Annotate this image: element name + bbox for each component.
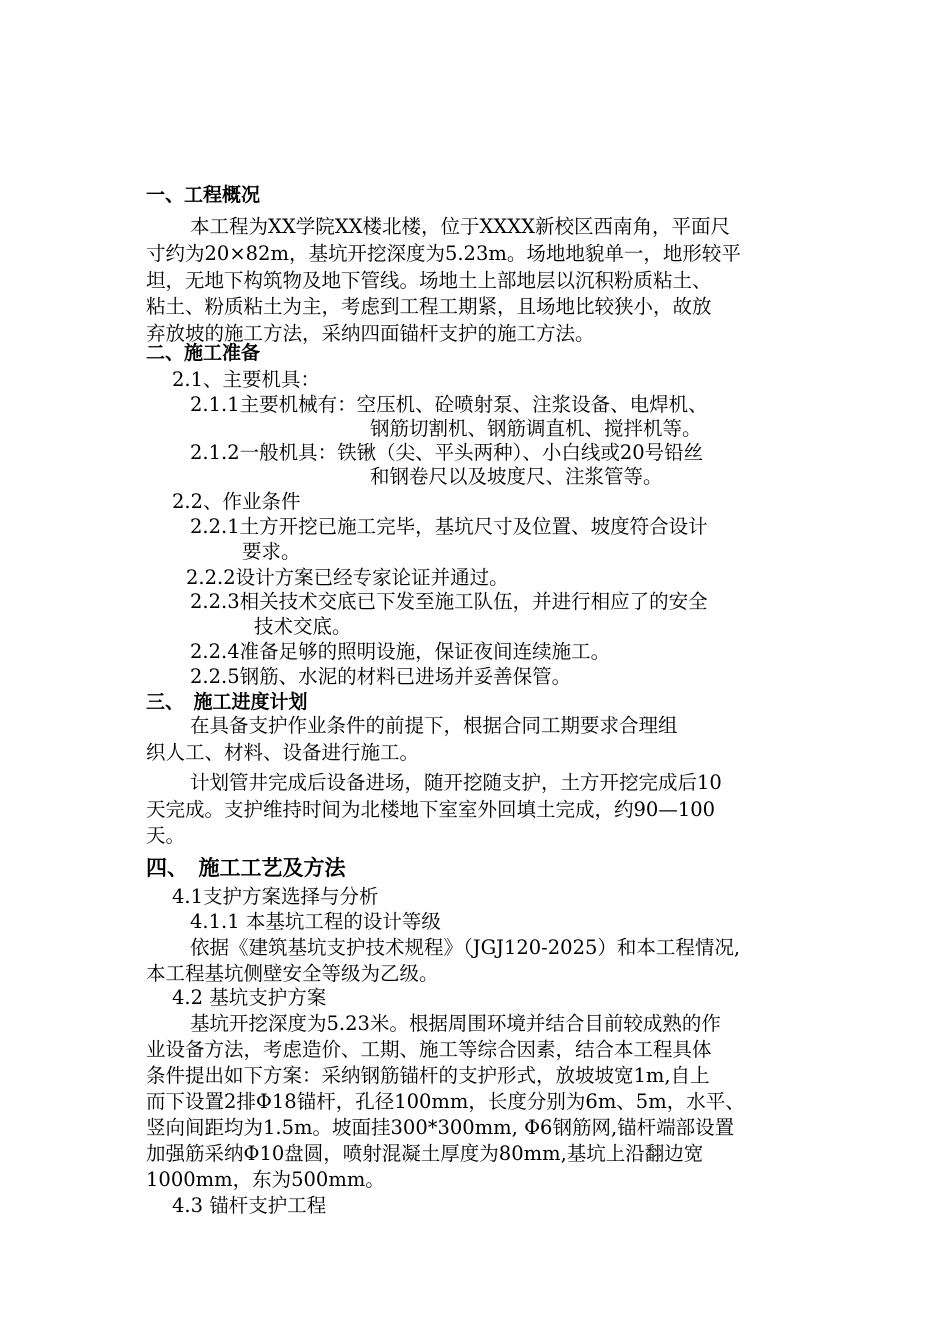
paragraph-line: 加强筋采纳Φ10盘圆，喷射混凝土厚度为80mm,基坑上沿翻边宽 bbox=[146, 1142, 704, 1165]
subsection-heading: 4.3 锚杆支护工程 bbox=[172, 1194, 327, 1217]
paragraph-line: 而下设置2排Φ18锚杆，孔径100mm，长度分别为6m、5m，水平、 bbox=[146, 1090, 745, 1113]
paragraph-line: 天完成。支护维持时间为北楼地下室室外回填土完成，约90—100 bbox=[146, 798, 716, 821]
paragraph-line: 依据《建筑基坑支护技术规程》（JGJ120-2025）和本工程情况, bbox=[190, 936, 741, 959]
section-2-heading: 二、施工准备 bbox=[146, 342, 261, 364]
paragraph-line: 业设备方法，考虑造价、工期、施工等综合因素，结合本工程具体 bbox=[146, 1038, 712, 1061]
paragraph-line: 基坑开挖深度为5.23米。根据周围环境并结合目前较成熟的作 bbox=[190, 1012, 721, 1035]
paragraph-line: 本工程为XX学院XX楼北楼，位于XXXX新校区西南角，平面尺 bbox=[190, 215, 731, 238]
subsection-heading: 4.2 基坑支护方案 bbox=[172, 986, 327, 1009]
section-4-heading: 四、 施工工艺及方法 bbox=[146, 856, 346, 880]
subsection-heading: 4.1.1 本基坑工程的设计等级 bbox=[190, 910, 441, 933]
paragraph-line: 1000mm，东为500mm。 bbox=[146, 1168, 385, 1191]
subsection-heading: 2.2、作业条件 bbox=[172, 490, 301, 513]
paragraph-line: 织人工、材料、设备进行施工。 bbox=[146, 741, 420, 764]
paragraph-line: 竖向间距均为1.5m。坡面挂300*300mm, Φ6钢筋网,锚杆端部设置 bbox=[146, 1116, 735, 1139]
list-item: 2.2.3相关技术交底已下发至施工队伍，并进行相应了的安全 bbox=[190, 590, 708, 613]
list-item: 2.1.2一般机具：铁锹（尖、平头两种）、小白线或20号铅丝 bbox=[190, 441, 704, 464]
paragraph-line: 粘土、粉质粘土为主，考虑到工程工期紧，且场地比较狭小，故放 bbox=[146, 295, 712, 318]
list-item-continuation: 要求。 bbox=[242, 540, 301, 563]
list-item: 2.1.1主要机械有：空压机、砼喷射泵、注浆设备、电焊机、 bbox=[190, 393, 708, 416]
list-item: 2.2.4准备足够的照明设施，保证夜间连续施工。 bbox=[190, 640, 611, 663]
paragraph-line: 在具备支护作业条件的前提下，根据合同工期要求合理组 bbox=[190, 714, 678, 737]
list-item-continuation: 和钢卷尺以及坡度尺、注浆管等。 bbox=[370, 465, 663, 488]
subsection-heading: 2.1、主要机具： bbox=[172, 368, 321, 391]
paragraph-line: 坦，无地下构筑物及地下管线。场地土上部地层以沉积粉质粘土、 bbox=[146, 269, 712, 292]
section-1-heading: 一、工程概况 bbox=[146, 184, 261, 206]
list-item: 2.2.1土方开挖已施工完毕，基坑尺寸及位置、坡度符合设计 bbox=[190, 515, 708, 538]
subsection-heading: 4.1支护方案选择与分析 bbox=[172, 885, 379, 908]
list-item: 2.2.2设计方案已经专家论证并通过。 bbox=[186, 566, 509, 589]
list-item-continuation: 钢筋切割机、钢筋调直机、搅拌机等。 bbox=[370, 417, 702, 440]
section-3-heading: 三、 施工进度计划 bbox=[146, 691, 308, 713]
paragraph-line: 寸约为20×82m，基坑开挖深度为5.23m。场地地貌单一，地形较平 bbox=[146, 242, 741, 265]
paragraph-line: 计划管井完成后设备进场，随开挖随支护，土方开挖完成后10 bbox=[190, 771, 722, 794]
paragraph-line: 弃放坡的施工方法，采纳四面锚杆支护的施工方法。 bbox=[146, 322, 595, 345]
paragraph-line: 本工程基坑侧壁安全等级为乙级。 bbox=[146, 962, 439, 985]
list-item-continuation: 技术交底。 bbox=[254, 615, 352, 638]
paragraph-line: 天。 bbox=[146, 824, 186, 847]
list-item: 2.2.5钢筋、水泥的材料已进场并妥善保管。 bbox=[190, 665, 572, 688]
paragraph-line: 条件提出如下方案：采纳钢筋锚杆的支护形式，放坡坡宽1m,自上 bbox=[146, 1064, 710, 1087]
